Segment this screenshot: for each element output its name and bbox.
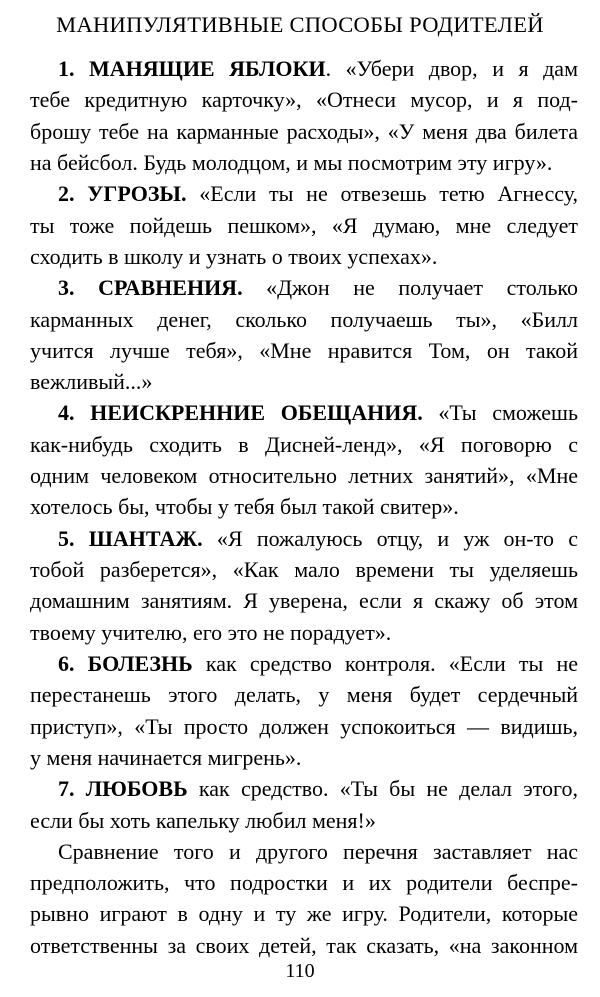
paragraph — [30, 178, 578, 272]
line-text: приступ», «Ты просто должен успокоиться — видишь, — [30, 713, 578, 739]
line-text: «Джон не получает столько — [242, 275, 578, 301]
text-line — [30, 429, 578, 460]
text-line — [30, 742, 578, 773]
line-text: как-нибудь сходить в Дисней-ленд», «Я поговорю с — [30, 431, 578, 457]
paragraph-heading: 6. БОЛЕЗНЬ — [58, 650, 193, 676]
text-line — [30, 210, 578, 241]
paragraph — [30, 648, 578, 773]
line-text: ответственны за своих детей, так сказать, «на законном — [30, 932, 578, 958]
paragraph — [30, 53, 578, 178]
line-text: . «Убери двор, и я дам — [325, 56, 578, 81]
text-line — [30, 867, 578, 898]
line-text: «Если ты не отвезешь тетю Агнессу, — [186, 181, 578, 207]
text-line — [30, 898, 578, 929]
text-line — [30, 523, 578, 554]
text-line — [30, 679, 578, 710]
paragraph — [30, 523, 578, 648]
paragraph — [30, 836, 578, 961]
page-title: МАНИПУЛЯТИВНЫЕ СПОСОБЫ РОДИТЕЛЕЙ — [56, 12, 544, 37]
page-number: 110 — [285, 960, 315, 982]
text-line — [30, 53, 578, 84]
text-line — [30, 617, 578, 648]
line-text: как средство. «Ты бы не делал этого, — [187, 776, 578, 802]
text-line — [30, 272, 578, 303]
line-text: у меня начинается мигрень». — [30, 744, 302, 770]
line-text: хотелось бы, чтобы у тебя был такой свитер». — [30, 494, 459, 520]
line-text: «Я пожалуюсь отцу, и уж он-то с — [202, 525, 578, 551]
text-line — [30, 648, 578, 679]
paragraph — [30, 397, 578, 522]
paragraph-heading: 2. УГРОЗЫ. — [58, 181, 187, 207]
line-text: тебе кредитную карточку», «Отнеси мусор, и я под- — [30, 87, 578, 113]
line-text: сходить в школу и узнать о твоих успехах». — [30, 243, 438, 269]
text-line — [30, 366, 578, 397]
paragraph-heading: 5. ШАНТАЖ. — [58, 525, 203, 551]
text-line — [30, 335, 578, 366]
paragraph-heading: 1. МАНЯЩИЕ ЯБЛОКИ — [58, 56, 326, 81]
text-line — [30, 397, 578, 428]
text-line — [30, 178, 578, 209]
line-text: тобой разберется», «Как мало времени ты уделяешь — [30, 557, 578, 582]
text-line — [30, 836, 578, 867]
line-text: если бы хоть капельку любил меня!» — [30, 807, 376, 833]
text-line — [30, 460, 578, 491]
line-text: Сравнение того и другого перечня заставляет нас — [58, 838, 578, 864]
line-text: домашним занятиям. Я уверена, если я скажу об этом — [30, 588, 578, 614]
text-line — [30, 116, 578, 147]
text-line — [30, 711, 578, 742]
line-text: ты тоже пойдешь пешком», «Я думаю, мне следует — [30, 212, 578, 238]
text-line — [30, 554, 578, 585]
text-line — [30, 304, 578, 335]
line-text: «Ты сможешь — [422, 400, 578, 426]
text-line — [30, 241, 578, 272]
text-line — [30, 805, 578, 836]
line-text: как средство контроля. «Если ты не — [192, 650, 578, 676]
line-text: на бейсбол. Будь молодцом, и мы посмотрим эту игру». — [30, 149, 553, 175]
line-text: вежливый...» — [30, 369, 153, 395]
line-text: карманных денег, сколько получаешь ты», «Билл — [30, 306, 578, 332]
paragraph-heading: 7. ЛЮБОВЬ — [58, 776, 188, 802]
text-line — [30, 773, 578, 804]
line-text: предположить, что подростки и их родители беспре- — [30, 870, 578, 896]
text-line — [30, 147, 578, 178]
body-text — [30, 53, 578, 961]
text-line — [30, 84, 578, 115]
line-text: учится лучше тебя», «Мне нравится Том, он такой — [30, 337, 578, 363]
text-line — [30, 585, 578, 616]
paragraph — [30, 773, 578, 836]
paragraph-heading: 3. СРАВНЕНИЯ. — [58, 275, 243, 301]
text-line — [30, 491, 578, 522]
line-text: брошу тебе на карманные расходы», «У меня два билета — [30, 118, 578, 144]
line-text: рывно играют в одну и ту же игру. Родители, которые — [30, 901, 578, 927]
line-text: твоему учителю, его это не порадует». — [30, 619, 392, 645]
paragraph — [30, 272, 578, 397]
text-line — [30, 930, 578, 961]
line-text: перестанешь этого делать, у меня будет сердечный — [30, 682, 578, 708]
paragraph-heading: 4. НЕИСКРЕННИЕ ОБЕЩАНИЯ. — [58, 400, 423, 426]
line-text: одним человеком относительно летних занятий», «Мне — [30, 463, 578, 489]
